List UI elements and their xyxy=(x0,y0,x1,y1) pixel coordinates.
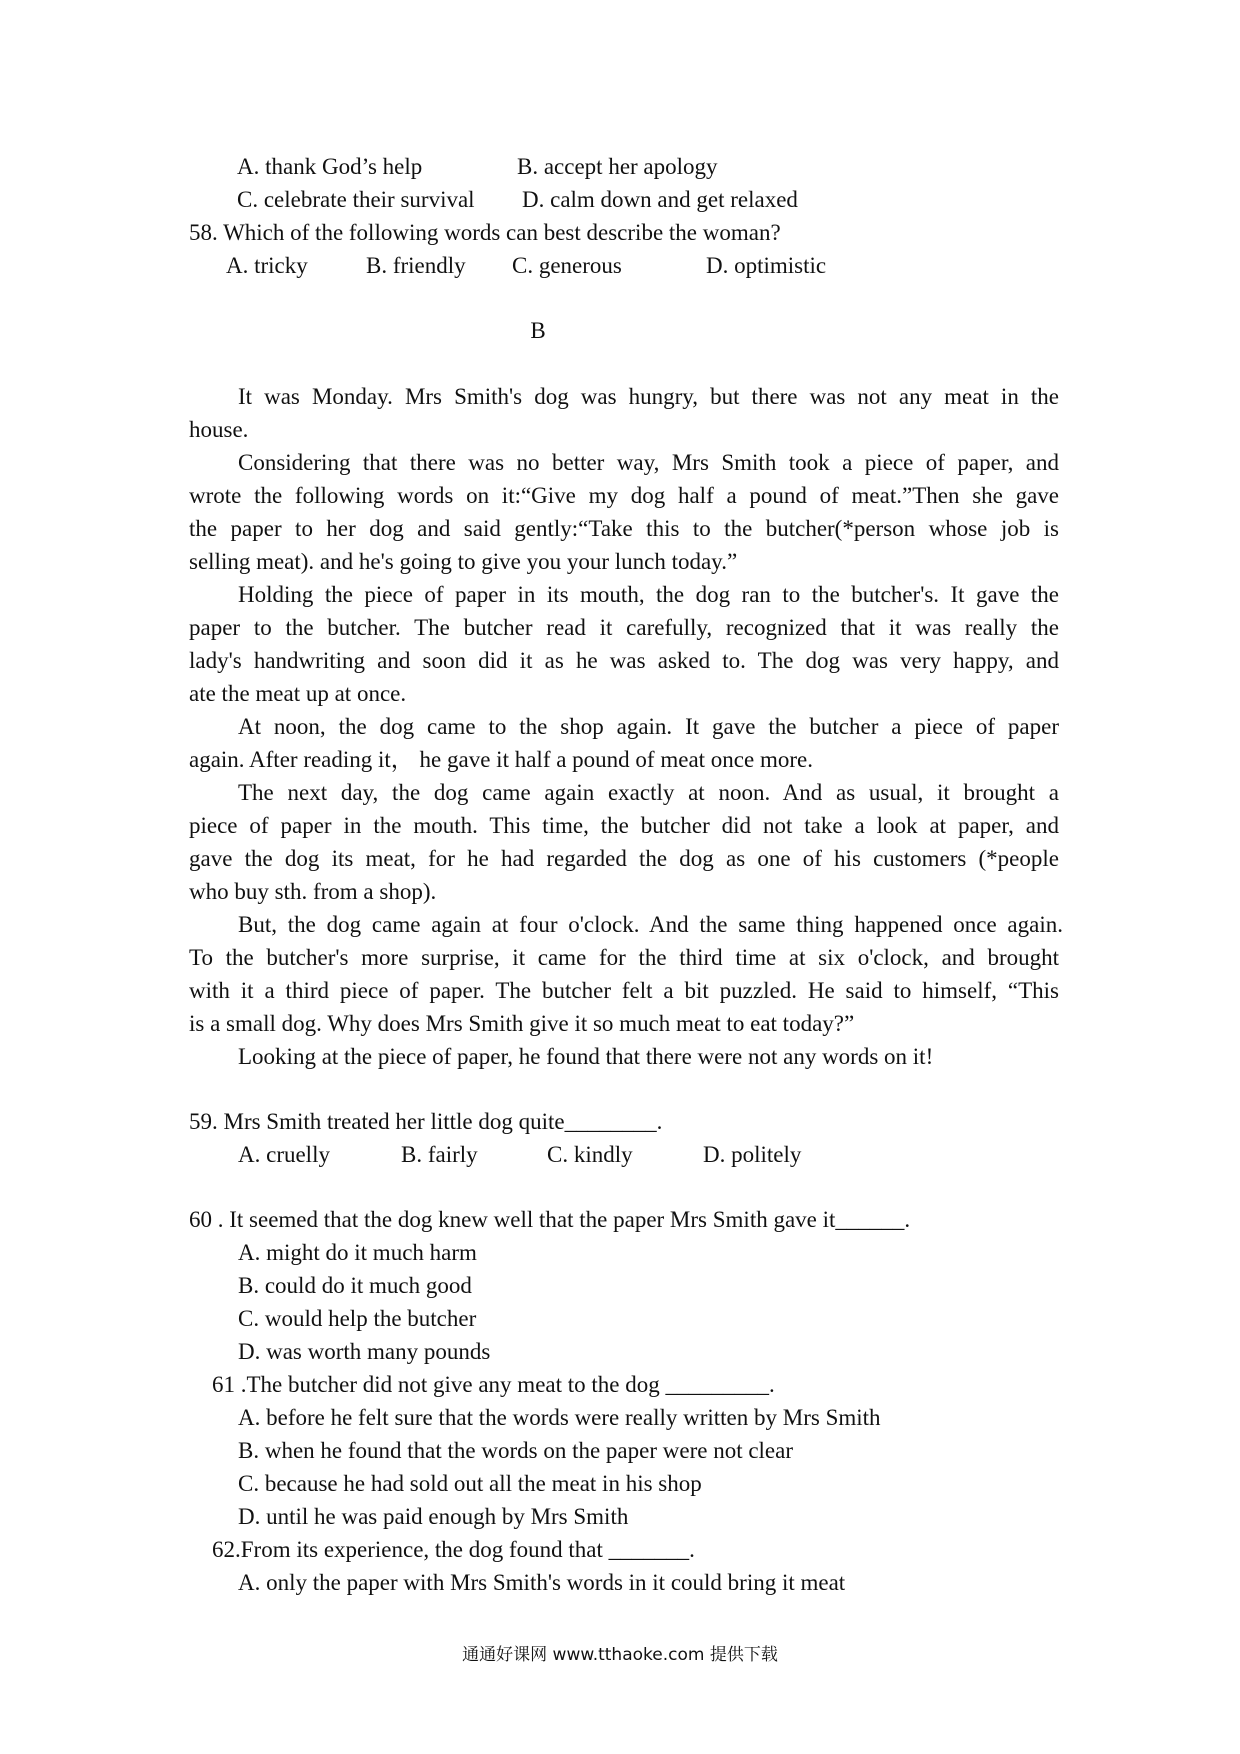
q58-option-c: C. generous xyxy=(512,253,622,278)
q59-question: 59. Mrs Smith treated her little dog quite________. xyxy=(189,1109,663,1134)
q61-question: 61 .The butcher did not give any meat to the dog _________. xyxy=(212,1372,775,1397)
passage-p2-line: the paper to her dog and said gently:“Take this to the butcher(*person whose job is xyxy=(189,516,1059,541)
passage-p5-line: who buy sth. from a shop). xyxy=(189,879,437,904)
q59-option-c: C. kindly xyxy=(547,1142,633,1167)
q62-option-a: A. only the paper with Mrs Smith's words in it could bring it meat xyxy=(238,1570,846,1595)
passage-p3-first: Holding the piece of paper in its mouth, the dog ran to the butcher's. It gave the xyxy=(238,582,1059,607)
passage-p4-line: again. After reading it， he gave it half a pound of meat once more. xyxy=(189,747,813,772)
q60-option-c: C. would help the butcher xyxy=(238,1306,477,1331)
q61-option-c: C. because he had sold out all the meat in his shop xyxy=(238,1471,702,1496)
passage-p7-first: Looking at the piece of paper, he found that there were not any words on it! xyxy=(238,1044,934,1069)
q58-option-d: D. optimistic xyxy=(706,253,827,278)
passage-p2-line: selling meat). and he's going to give you your lunch today.” xyxy=(189,549,738,574)
passage-p6-first: But, the dog came again at four o'clock. And the same thing happened once again. xyxy=(238,912,1063,937)
passage-p2-line: wrote the following words on it:“Give my dog half a pound of meat.”Then she gave xyxy=(189,483,1059,508)
q60-option-a: A. might do it much harm xyxy=(238,1240,477,1265)
passage-p3-line: lady's handwriting and soon did it as he was asked to. The dog was very happy, and xyxy=(189,648,1059,673)
q57-option-b: B. accept her apology xyxy=(517,154,718,179)
q57-option-c: C. celebrate their survival xyxy=(237,187,475,212)
q59-option-d: D. politely xyxy=(703,1142,802,1167)
passage-p6-line: is a small dog. Why does Mrs Smith give it so much meat to eat today?” xyxy=(189,1011,855,1036)
q62-question: 62.From its experience, the dog found that _______. xyxy=(212,1537,695,1562)
passage-p5-first: The next day, the dog came again exactly at noon. And as usual, it brought a xyxy=(238,780,1059,805)
q58-option-b: B. friendly xyxy=(366,253,466,278)
passage-p5-line: gave the dog its meat, for he had regarded the dog as one of his customers (*people xyxy=(189,846,1059,871)
passage-p6-line: with it a third piece of paper. The butcher felt a bit puzzled. He said to himself, “This xyxy=(189,978,1059,1003)
page-footer: 通通好课网 www.tthaoke.com 提供下载 xyxy=(462,1645,778,1665)
passage-p5-line: piece of paper in the mouth. This time, the butcher did not take a look at paper, and xyxy=(189,813,1059,838)
q60-question: 60 . It seemed that the dog knew well that the paper Mrs Smith gave it______. xyxy=(189,1207,911,1232)
q57-option-a: A. thank God’s help xyxy=(237,154,423,179)
q58-option-a: A. tricky xyxy=(226,253,308,278)
q60-option-b: B. could do it much good xyxy=(238,1273,472,1298)
passage-p1-line: house. xyxy=(189,417,249,442)
q61-option-b: B. when he found that the words on the paper were not clear xyxy=(238,1438,794,1463)
q59-option-b: B. fairly xyxy=(401,1142,478,1167)
passage-p3-line: paper to the butcher. The butcher read it carefully, recognized that it was really the xyxy=(189,615,1059,640)
passage-p2-first: Considering that there was no better way, Mrs Smith took a piece of paper, and xyxy=(238,450,1059,475)
section-label: B xyxy=(530,318,546,343)
q61-option-a: A. before he felt sure that the words were really written by Mrs Smith xyxy=(238,1405,881,1430)
passage-p1-first: It was Monday. Mrs Smith's dog was hungry, but there was not any meat in the xyxy=(238,384,1059,409)
q57-option-d: D. calm down and get relaxed xyxy=(522,187,798,212)
q59-option-a: A. cruelly xyxy=(238,1142,330,1167)
passage-p3-line: ate the meat up at once. xyxy=(189,681,407,706)
passage-p6-line: To the butcher's more surprise, it came for the third time at six o'clock, and brought xyxy=(189,945,1059,970)
q58-question: 58. Which of the following words can best describe the woman? xyxy=(189,220,781,245)
q61-option-d: D. until he was paid enough by Mrs Smith xyxy=(238,1504,629,1529)
passage-p4-first: At noon, the dog came to the shop again. It gave the butcher a piece of paper xyxy=(238,714,1059,739)
q60-option-d: D. was worth many pounds xyxy=(238,1339,491,1364)
